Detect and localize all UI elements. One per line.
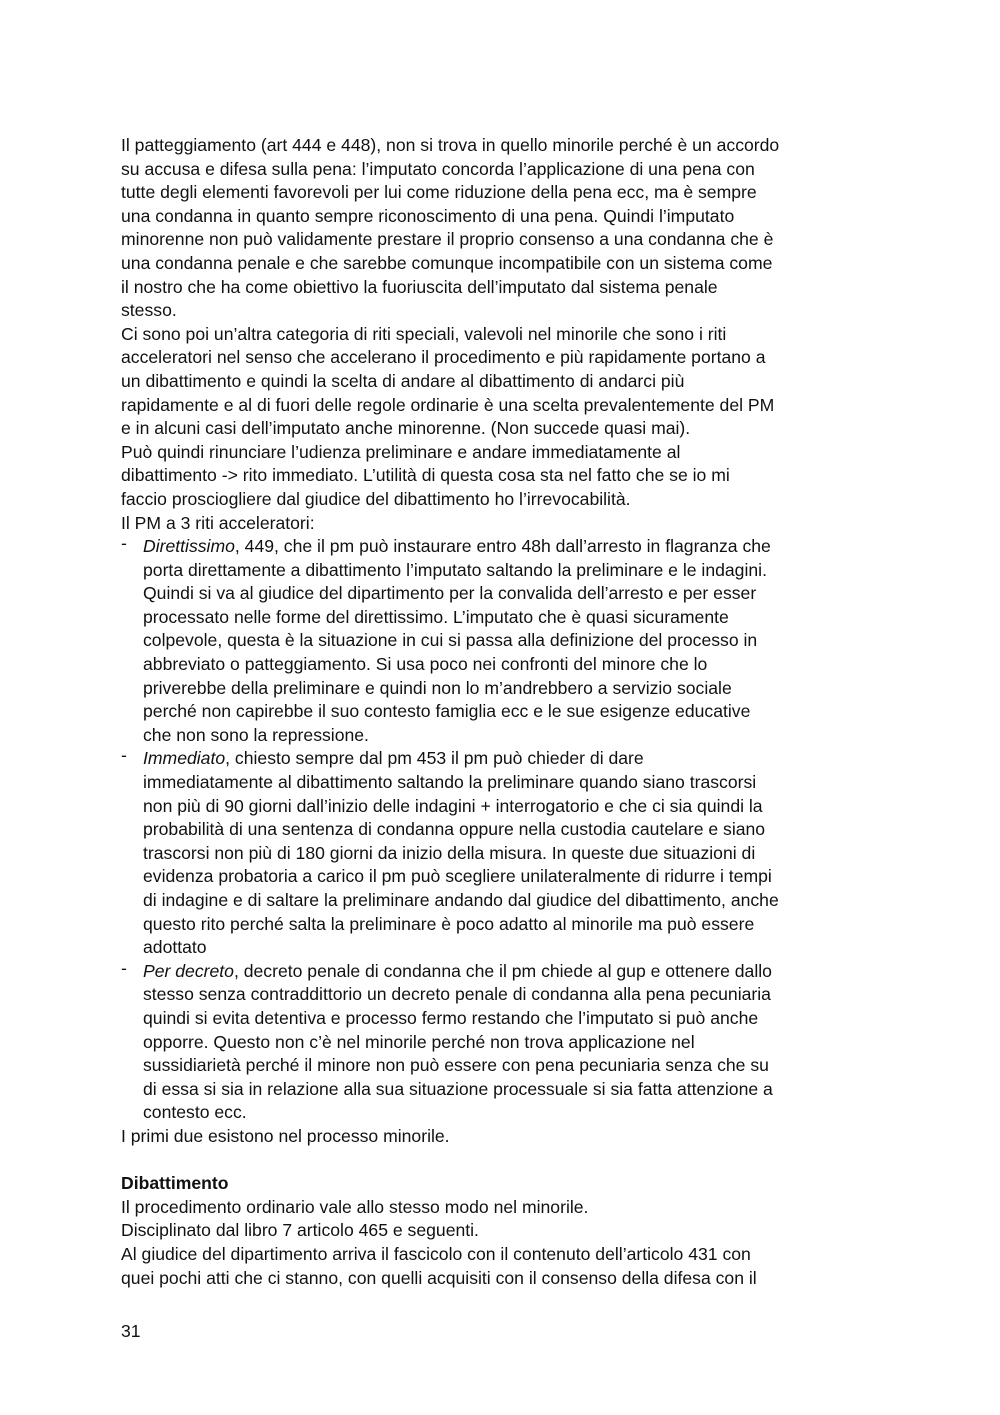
blank-line <box>121 1149 891 1173</box>
text-line: rapidamente e al di fuori delle regole ordinarie è una scelta prevalentemente del PM <box>121 394 775 415</box>
text-line: faccio prosciogliere dal giudice del dibattimento ho l’irrevocabilità. <box>121 488 631 509</box>
text-line: stesso. <box>121 300 177 321</box>
after-list-line: I primi due esistono nel processo minorile. <box>121 1125 450 1146</box>
text-line: minorenne non può validamente prestare il proprio consenso a una condanna che è <box>121 229 774 250</box>
text-line: Il PM a 3 riti acceleratori: <box>121 512 315 533</box>
text-line: processato nelle forme del direttissimo. L’imputato che è quasi sicuramente <box>143 606 729 627</box>
text-line: e in alcuni casi dell’imputato anche minorenne. (Non succede quasi mai). <box>121 418 691 439</box>
text-line: una condanna in quanto sempre riconoscimento di una pena. Quindi l’imputato <box>121 205 735 226</box>
text-line: priverebbe della preliminare e quindi non lo m’andrebbero a servizio sociale <box>143 677 732 698</box>
list-item-first-rest: , 449, che il pm può instaurare entro 48h dall’arresto in flagranza che <box>234 536 771 557</box>
text-line: Può quindi rinunciare l’udienza preliminare e andare immediatamente al <box>121 441 681 462</box>
text-line: porta direttamente a dibattimento l’imputato saltando la preliminare e le indagini. <box>143 559 767 580</box>
text-line: non più di 90 giorni dall’inizio delle indagini + interrogatorio e che ci sia quindi la <box>143 795 763 816</box>
text-line: opporre. Questo non c’è nel minorile perché non trova applicazione nel <box>143 1031 695 1052</box>
text-line: una condanna penale e che sarebbe comunque incompatibile con un sistema come <box>121 252 773 273</box>
list-item-direttissimo <box>121 535 891 747</box>
text-line: il nostro che ha come obiettivo la fuoriuscita dell’imputato dal sistema penale <box>121 276 718 297</box>
list-dash: - <box>121 957 127 978</box>
text-line: di indagine e di saltare la preliminare andando dal giudice del dibattimento, anche <box>143 890 779 910</box>
text-line: adottato <box>143 937 207 958</box>
list-item-first-line <box>143 535 891 559</box>
text-line: questo rito perché salta la preliminare è poco adatto al minorile ma può essere <box>143 913 755 934</box>
text-line: immediatamente al dibattimento saltando la preliminare quando siano trascorsi <box>143 772 757 793</box>
list-item-first-line <box>143 960 891 984</box>
text-line: Ci sono poi un’altra categoria di riti speciali, valevoli nel minorile che sono i riti <box>121 323 727 344</box>
text-line: che non sono la repressione. <box>143 724 369 745</box>
list-dash: - <box>121 745 127 766</box>
document-body <box>121 134 891 1290</box>
list-dash: - <box>121 533 127 554</box>
text-line: stesso senza contraddittorio un decreto penale di condanna alla pena pecuniaria <box>143 984 771 1005</box>
intro-paragraphs <box>121 134 891 535</box>
text-line: trascorsi non più di 180 giorni da inizio della misura. In queste due situazioni di <box>143 842 756 863</box>
text-line: di essa si sia in relazione alla sua situazione processuale si sia fatta attenzione a <box>143 1078 773 1099</box>
list-item-title: Direttissimo <box>143 536 235 557</box>
text-line: su accusa e difesa sulla pena: l’imputato concorda l’applicazione di una pena con <box>121 158 755 179</box>
section-paragraphs <box>121 1196 891 1290</box>
list-item-title: Per decreto <box>143 960 234 981</box>
text-line: Disciplinato dal libro 7 articolo 465 e seguenti. <box>121 1220 479 1241</box>
text-line: probabilità di una sentenza di condanna oppure nella custodia cautelare e siano <box>143 819 766 840</box>
text-line: abbreviato o patteggiamento. Si usa poco nei confronti del minore che lo <box>143 654 708 675</box>
list-item-per-decreto <box>121 957 891 1125</box>
riti-acceleratori-list <box>121 535 891 1125</box>
text-line: tutte degli elementi favorevoli per lui come riduzione della pena ecc, ma è sempre <box>121 182 757 203</box>
text-line: Al giudice del dipartimento arriva il fascicolo con il contenuto dell’articolo 431 con <box>121 1243 751 1264</box>
text-line: Il procedimento ordinario vale allo stesso modo nel minorile. <box>121 1196 589 1217</box>
page-number: 31 <box>121 1321 141 1341</box>
list-item-first-rest: , decreto penale di condanna che il pm chiede al gup e ottenere dallo <box>233 960 772 981</box>
text-line: colpevole, questa è la situazione in cui si passa alla definizione del processo in <box>143 630 758 651</box>
list-item-title: Immediato <box>143 748 226 769</box>
text-line: sussidiarietà perché il minore non può essere con pena pecuniaria senza che su <box>143 1055 769 1076</box>
text-line: quindi si evita detentiva e processo fermo restando che l’imputato si può anche <box>143 1007 759 1028</box>
section-heading: Dibattimento <box>121 1173 229 1194</box>
list-item-immediato <box>121 747 891 959</box>
text-line: un dibattimento e quindi la scelta di andare al dibattimento di andarci più <box>121 370 685 391</box>
text-line: contesto ecc. <box>143 1102 247 1123</box>
list-item-first-line <box>143 747 891 771</box>
text-line: dibattimento -> rito immediato. L’utilità di questa cosa sta nel fatto che se io mi <box>121 465 730 486</box>
text-line: Il patteggiamento (art 444 e 448), non si trova in quello minorile perché è un accordo <box>121 135 780 155</box>
text-line: Quindi si va al giudice del dipartimento per la convalida dell’arresto e per esser <box>143 583 757 604</box>
list-item-first-rest: , chiesto sempre dal pm 453 il pm può chieder di dare <box>225 748 644 769</box>
text-line: acceleratori nel senso che accelerano il procedimento e più rapidamente portano a <box>121 347 766 368</box>
text-line: quei pochi atti che ci stanno, con quelli acquisiti con il consenso della difesa con il <box>121 1267 757 1288</box>
text-line: perché non capirebbe il suo contesto famiglia ecc e le sue esigenze educative <box>143 701 751 722</box>
text-line: evidenza probatoria a carico il pm può scegliere unilateralmente di ridurre i tempi <box>143 866 772 887</box>
